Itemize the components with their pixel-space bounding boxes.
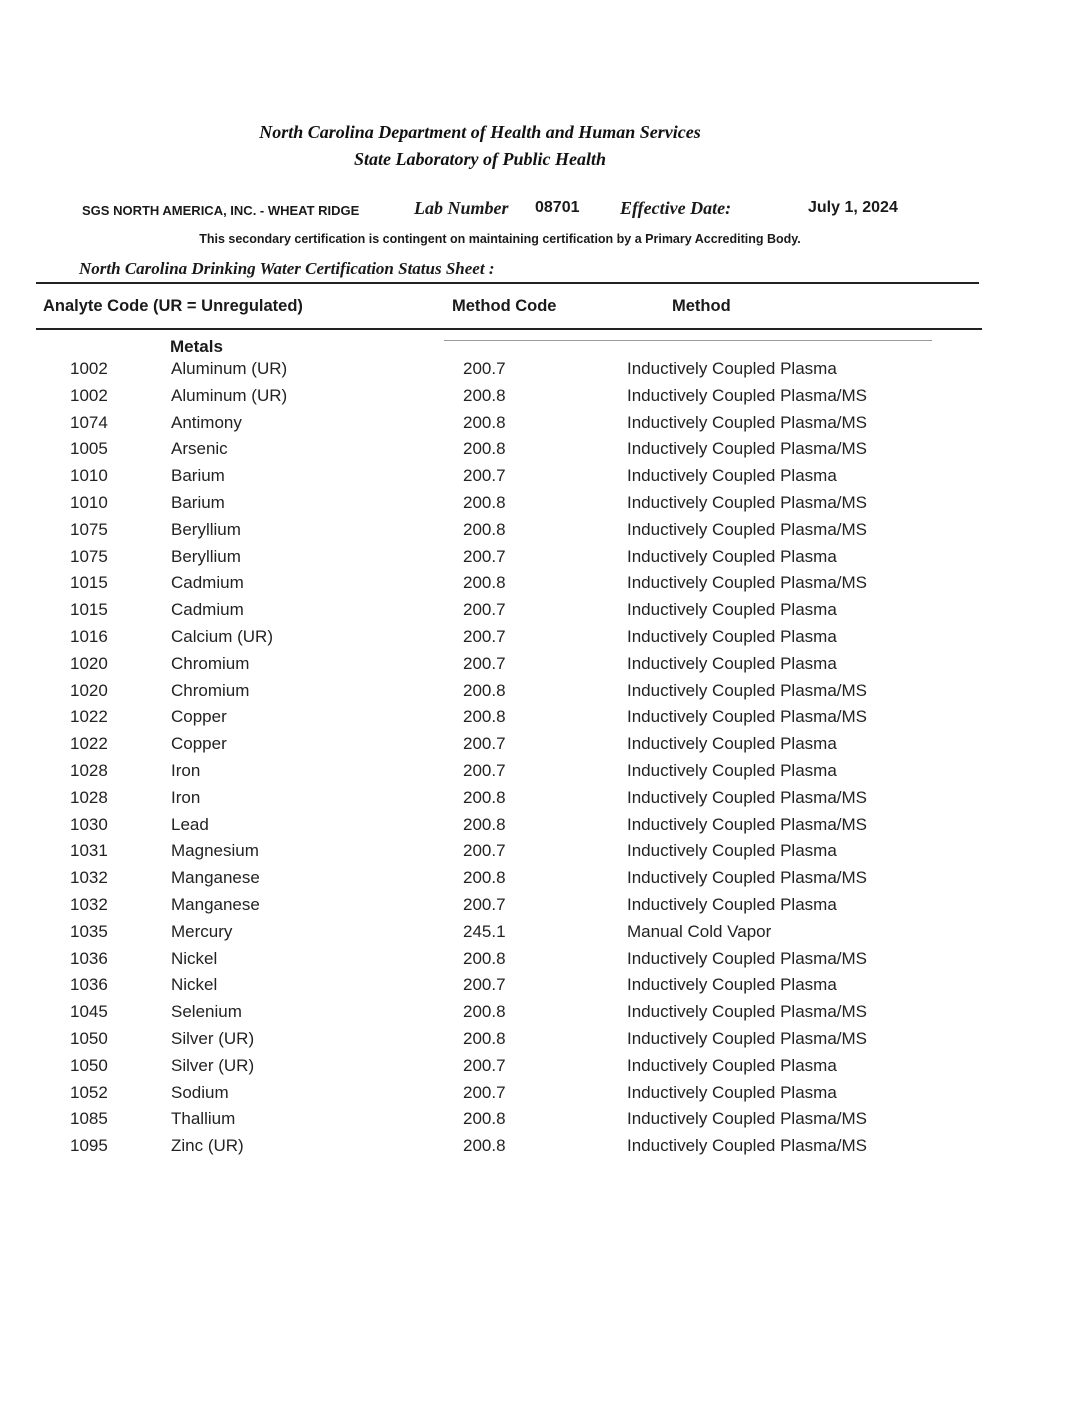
section-label-metals: Metals	[170, 337, 223, 356]
lab-number-value: 08701	[535, 199, 580, 216]
analyte-code: 1050	[70, 1055, 108, 1075]
effective-date-label: Effective Date:	[620, 198, 732, 218]
method-name: Inductively Coupled Plasma/MS	[627, 573, 868, 593]
method-name: Inductively Coupled Plasma/MS	[627, 519, 868, 539]
method-code: 200.8	[463, 439, 506, 459]
analyte-name: Silver (UR)	[171, 1028, 255, 1048]
method-name: Inductively Coupled Plasma/MS	[627, 439, 868, 459]
method-code: 200.8	[463, 948, 506, 968]
method-code: 200.8	[463, 1028, 506, 1048]
table-row	[0, 518, 1088, 545]
analyte-name: Manganese	[171, 894, 260, 914]
analyte-code: 1015	[70, 573, 108, 593]
method-code: 200.8	[463, 519, 506, 539]
analyte-code: 1002	[70, 385, 108, 405]
analyte-code: 1030	[70, 814, 108, 834]
analyte-code: 1005	[70, 439, 108, 459]
method-code: 200.8	[463, 573, 506, 593]
table-row	[0, 437, 1088, 464]
analyte-code: 1016	[70, 626, 108, 646]
method-name: Inductively Coupled Plasma/MS	[627, 814, 868, 834]
table-row	[0, 384, 1088, 411]
method-name: Inductively Coupled Plasma	[627, 1082, 837, 1102]
table-row	[0, 1054, 1088, 1081]
method-name: Inductively Coupled Plasma	[627, 894, 837, 914]
method-name: Inductively Coupled Plasma/MS	[627, 492, 868, 512]
department-title: North Carolina Department of Health and Human Services	[259, 122, 701, 142]
analyte-code: 1075	[70, 546, 108, 566]
table-row	[0, 545, 1088, 572]
analyte-code: 1020	[70, 653, 108, 673]
table-row	[0, 759, 1088, 786]
table-row	[0, 652, 1088, 679]
method-code: 200.8	[463, 814, 506, 834]
table-row	[0, 786, 1088, 813]
table-row	[0, 1081, 1088, 1108]
analyte-code: 1035	[70, 921, 108, 941]
analyte-code: 1022	[70, 707, 108, 727]
lab-number-label: Lab Number	[414, 198, 509, 218]
method-name: Inductively Coupled Plasma	[627, 653, 837, 673]
effective-date-value: July 1, 2024	[808, 199, 898, 216]
column-header-method: Method	[672, 297, 731, 315]
method-name: Inductively Coupled Plasma/MS	[627, 1002, 868, 1022]
analyte-name: Iron	[171, 787, 201, 807]
table-row	[0, 732, 1088, 759]
table-row	[0, 866, 1088, 893]
analyte-name: Aluminum (UR)	[171, 385, 288, 405]
method-name: Inductively Coupled Plasma/MS	[627, 948, 868, 968]
analyte-code: 1075	[70, 519, 108, 539]
table-row	[0, 464, 1088, 491]
analyte-code: 1028	[70, 787, 108, 807]
table-row	[0, 893, 1088, 920]
analyte-code: 1020	[70, 680, 108, 700]
analyte-name: Silver (UR)	[171, 1055, 255, 1075]
method-name: Inductively Coupled Plasma	[627, 841, 837, 861]
method-name: Inductively Coupled Plasma	[627, 600, 837, 620]
analyte-code: 1028	[70, 760, 108, 780]
method-code: 200.7	[463, 546, 506, 566]
table-row	[0, 947, 1088, 974]
analyte-name: Beryllium	[171, 519, 241, 539]
top-divider	[36, 282, 979, 284]
analyte-name: Arsenic	[171, 439, 228, 459]
method-code: 200.7	[463, 466, 506, 486]
method-code: 200.7	[463, 1082, 506, 1102]
method-code: 200.8	[463, 492, 506, 512]
table-row	[0, 625, 1088, 652]
analyte-name: Nickel	[171, 948, 218, 968]
analyte-name: Iron	[171, 760, 201, 780]
table-row	[0, 1134, 1088, 1161]
method-code: 200.7	[463, 653, 506, 673]
method-name: Inductively Coupled Plasma	[627, 466, 837, 486]
table-row	[0, 839, 1088, 866]
analyte-name: Manganese	[171, 868, 260, 888]
analyte-name: Nickel	[171, 975, 218, 995]
analyte-name: Cadmium	[171, 573, 244, 593]
analyte-code: 1036	[70, 948, 108, 968]
method-code: 200.7	[463, 359, 506, 378]
method-name: Inductively Coupled Plasma	[627, 359, 837, 378]
method-code: 200.8	[463, 868, 506, 888]
analyte-name: Lead	[171, 814, 209, 834]
method-name: Inductively Coupled Plasma/MS	[627, 680, 868, 700]
laboratory-title: State Laboratory of Public Health	[354, 149, 606, 169]
analyte-name: Mercury	[171, 921, 233, 941]
analyte-name: Barium	[171, 492, 225, 512]
analyte-name: Calcium (UR)	[171, 626, 273, 646]
method-code: 200.8	[463, 787, 506, 807]
analyte-name: Sodium	[171, 1082, 229, 1102]
analyte-code: 1015	[70, 600, 108, 620]
analyte-code: 1085	[70, 1109, 108, 1129]
analyte-name: Aluminum (UR)	[171, 359, 288, 378]
method-name: Inductively Coupled Plasma/MS	[627, 787, 868, 807]
analyte-name: Chromium	[171, 680, 250, 700]
analyte-code: 1002	[70, 359, 108, 378]
analyte-name: Copper	[171, 734, 227, 754]
method-code: 200.8	[463, 680, 506, 700]
analyte-code: 1032	[70, 894, 108, 914]
table-row	[0, 598, 1088, 625]
method-name: Inductively Coupled Plasma	[627, 975, 837, 995]
column-header-method-code: Method Code	[452, 297, 557, 315]
method-name: Inductively Coupled Plasma/MS	[627, 868, 868, 888]
analyte-code: 1045	[70, 1002, 108, 1022]
analyte-code: 1052	[70, 1082, 108, 1102]
method-code: 200.7	[463, 841, 506, 861]
method-code: 200.8	[463, 385, 506, 405]
analyte-name: Chromium	[171, 653, 250, 673]
method-name: Manual Cold Vapor	[627, 921, 772, 941]
table-row	[0, 411, 1088, 438]
analyte-code: 1010	[70, 492, 108, 512]
table-row	[0, 813, 1088, 840]
analyte-table	[0, 357, 1088, 1161]
analyte-name: Thallium	[171, 1109, 236, 1129]
analyte-code: 1074	[70, 412, 108, 432]
analyte-name: Selenium	[171, 1002, 242, 1022]
method-name: Inductively Coupled Plasma/MS	[627, 412, 868, 432]
method-code: 200.8	[463, 1136, 506, 1156]
lab-info-line	[0, 198, 1088, 222]
method-code: 200.8	[463, 707, 506, 727]
lab-name: SGS NORTH AMERICA, INC. - WHEAT RIDGE	[82, 203, 360, 218]
analyte-name: Cadmium	[171, 600, 244, 620]
method-code: 200.8	[463, 412, 506, 432]
analyte-name: Antimony	[171, 412, 242, 432]
method-code: 245.1	[463, 921, 506, 941]
analyte-name: Beryllium	[171, 546, 241, 566]
table-row	[0, 1027, 1088, 1054]
table-row	[0, 705, 1088, 732]
method-name: Inductively Coupled Plasma/MS	[627, 707, 868, 727]
table-row	[0, 491, 1088, 518]
table-row	[0, 1107, 1088, 1134]
analyte-code: 1022	[70, 734, 108, 754]
method-code: 200.7	[463, 734, 506, 754]
analyte-code: 1036	[70, 975, 108, 995]
table-row	[0, 679, 1088, 706]
header-divider	[36, 328, 982, 330]
certification-notice: This secondary certification is contingent on maintaining certification by a Primary Accrediting Body.	[199, 232, 801, 246]
method-name: Inductively Coupled Plasma	[627, 734, 837, 754]
method-name: Inductively Coupled Plasma	[627, 760, 837, 780]
method-code: 200.7	[463, 600, 506, 620]
method-name: Inductively Coupled Plasma/MS	[627, 1109, 868, 1129]
table-row	[0, 1000, 1088, 1027]
analyte-code: 1031	[70, 841, 108, 861]
method-name: Inductively Coupled Plasma	[627, 546, 837, 566]
method-code: 200.7	[463, 975, 506, 995]
method-code: 200.8	[463, 1002, 506, 1022]
method-code: 200.7	[463, 760, 506, 780]
analyte-code: 1095	[70, 1136, 108, 1156]
analyte-code: 1032	[70, 868, 108, 888]
method-code: 200.7	[463, 1055, 506, 1075]
analyte-code: 1050	[70, 1028, 108, 1048]
method-name: Inductively Coupled Plasma	[627, 626, 837, 646]
table-row	[0, 973, 1088, 1000]
analyte-name: Copper	[171, 707, 227, 727]
method-code: 200.7	[463, 626, 506, 646]
analyte-name: Zinc (UR)	[171, 1136, 244, 1156]
sheet-title: North Carolina Drinking Water Certification Status Sheet :	[79, 259, 495, 278]
table-row	[0, 920, 1088, 947]
method-name: Inductively Coupled Plasma	[627, 1055, 837, 1075]
method-divider	[444, 340, 932, 341]
method-name: Inductively Coupled Plasma/MS	[627, 385, 868, 405]
method-code: 200.8	[463, 1109, 506, 1129]
method-name: Inductively Coupled Plasma/MS	[627, 1028, 868, 1048]
method-code: 200.7	[463, 894, 506, 914]
analyte-name: Magnesium	[171, 841, 259, 861]
method-name: Inductively Coupled Plasma/MS	[627, 1136, 868, 1156]
analyte-name: Barium	[171, 466, 225, 486]
table-row	[0, 571, 1088, 598]
analyte-code: 1010	[70, 466, 108, 486]
table-row	[0, 357, 1088, 384]
column-header-analyte: Analyte Code (UR = Unregulated)	[43, 297, 303, 315]
